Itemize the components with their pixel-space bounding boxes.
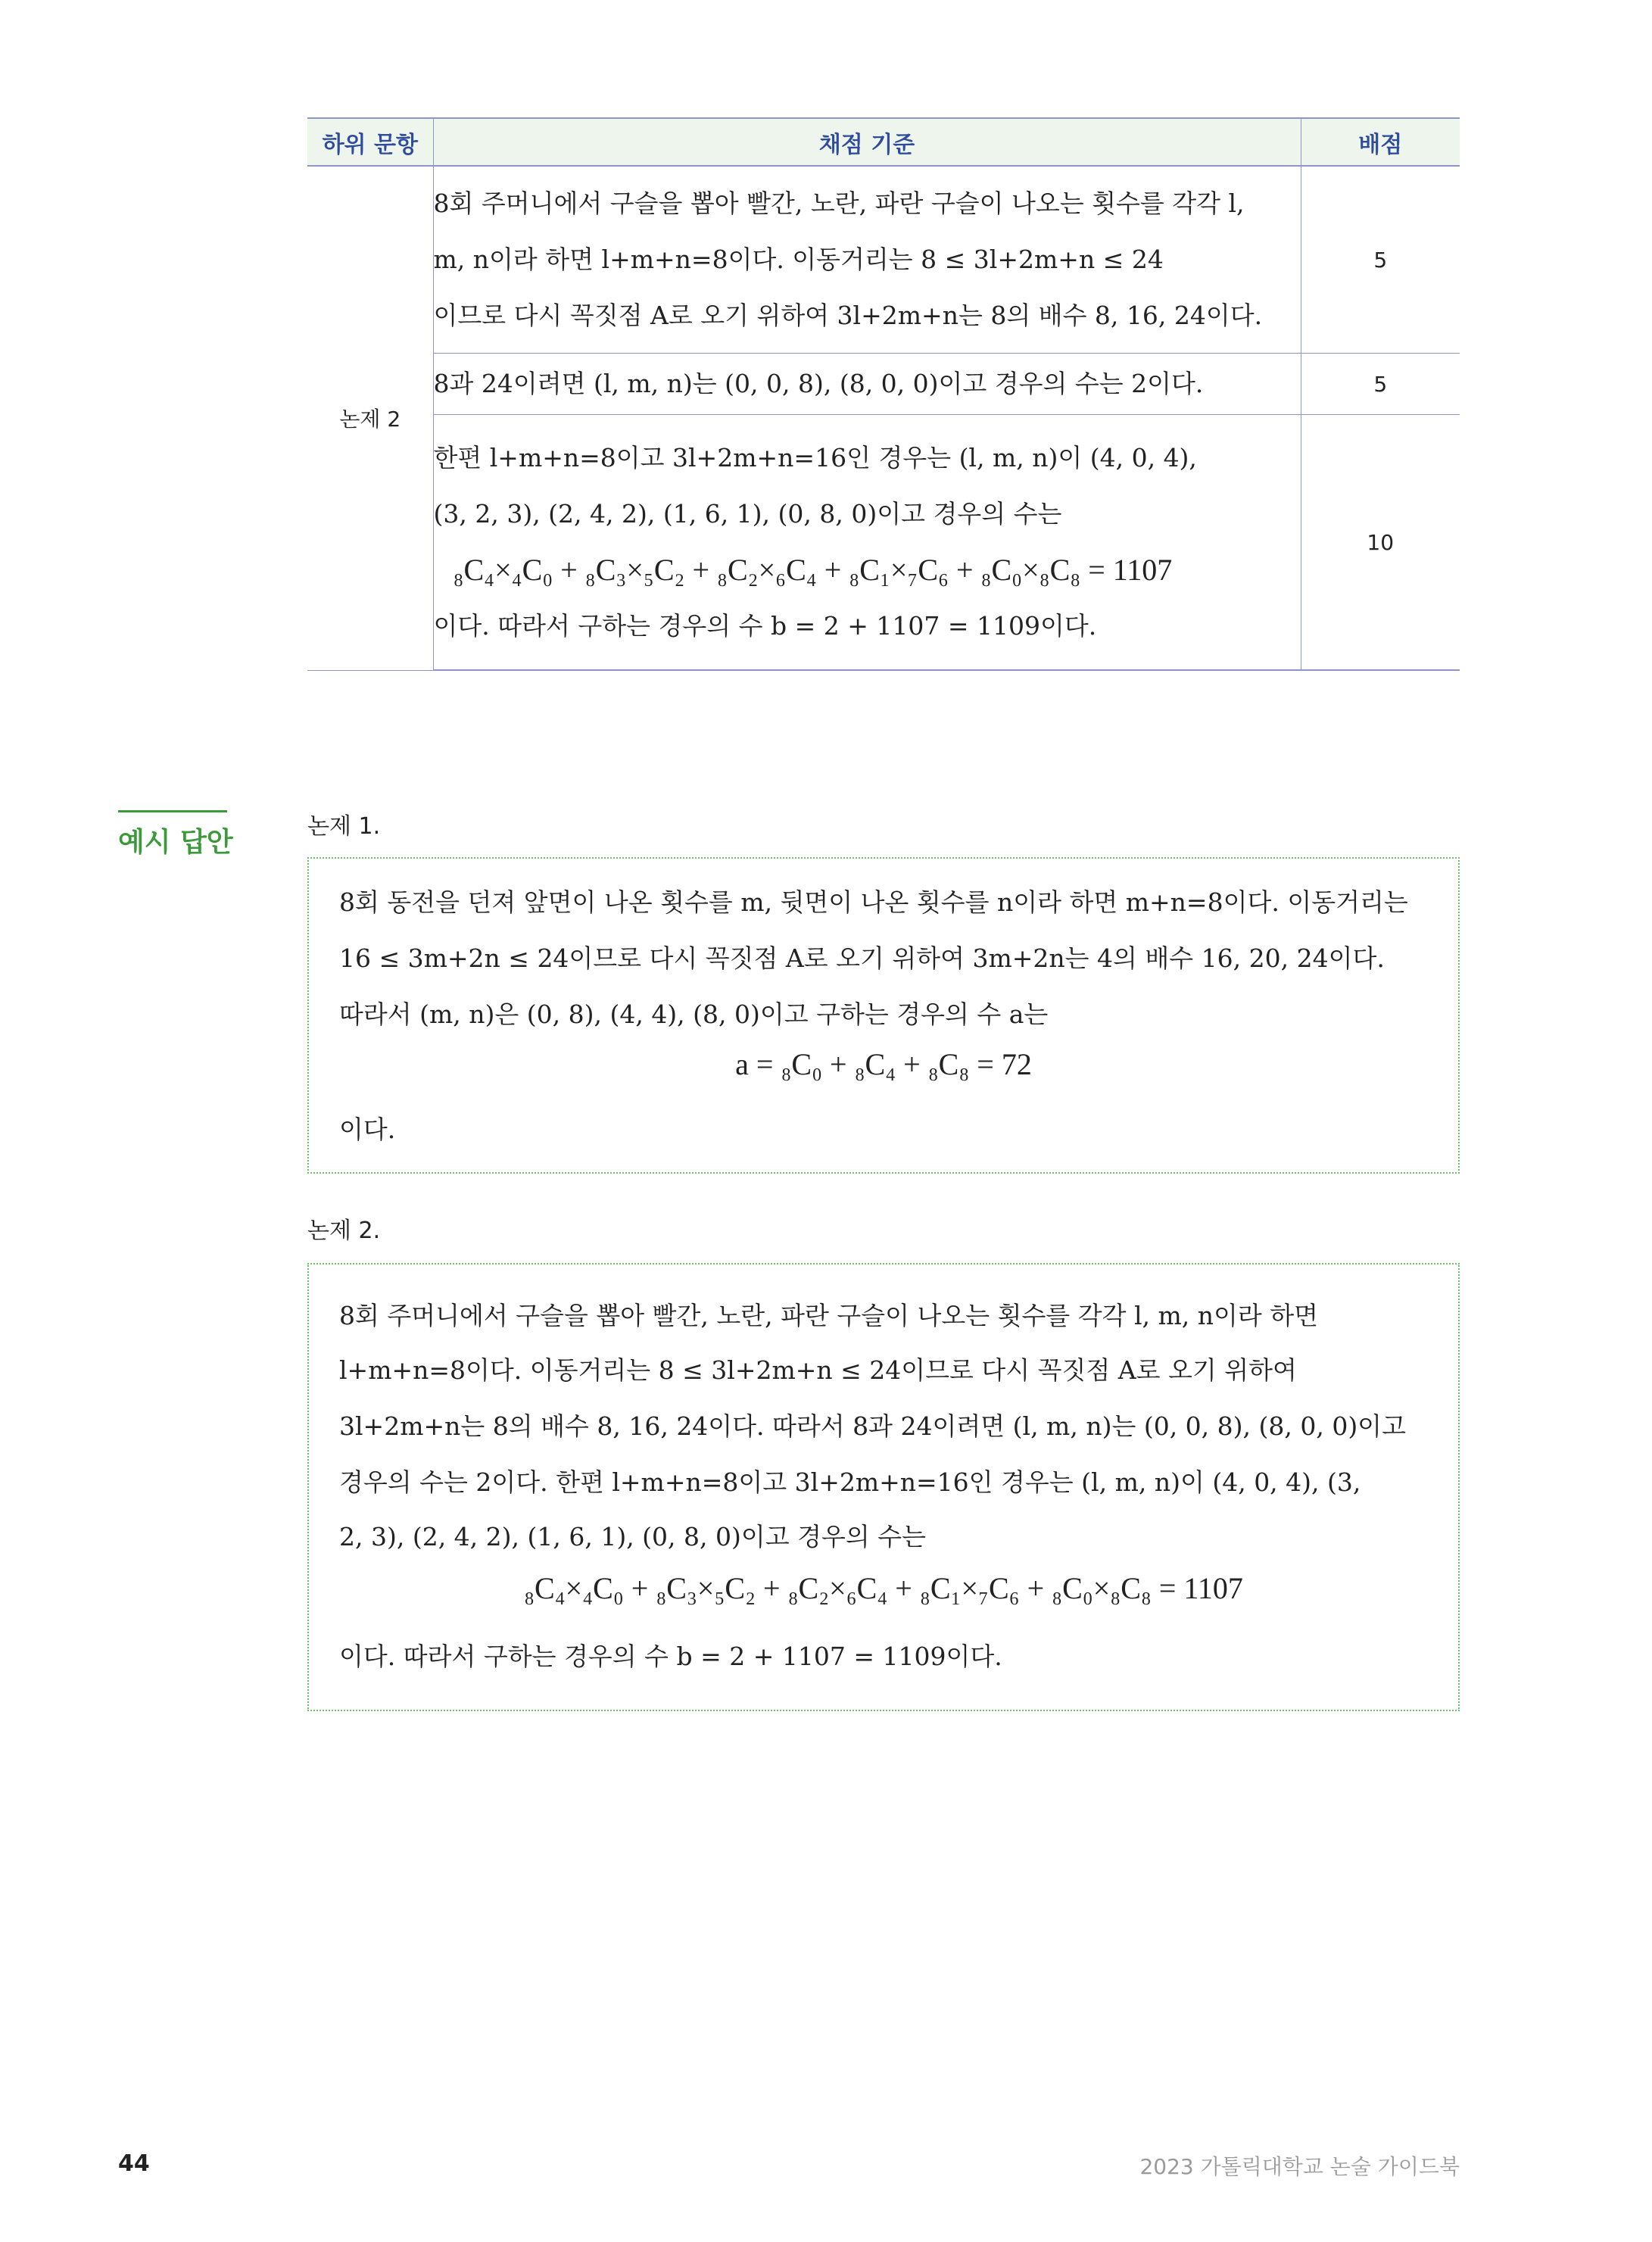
q2-title: 논제 2. <box>307 1218 381 1244</box>
header-criteria: 채점 기준 <box>433 118 1301 166</box>
q1-answer-box <box>307 857 1460 1174</box>
q2-line: 이다. 따라서 구하는 경우의 수 b = 2 + 1107 = 1109이다. <box>339 1642 1002 1671</box>
header-points: 배점 <box>1301 118 1460 166</box>
criteria-cell <box>433 415 1301 671</box>
q1-line: 16 ≤ 3m+2n ≤ 24이므로 다시 꼭짓점 A로 오기 위하여 3m+2n는 4의 배수 16, 20, 24이다. <box>339 943 1385 973</box>
criteria-cell <box>433 354 1301 415</box>
q2-line: 2, 3), (2, 4, 2), (1, 6, 1), (0, 8, 0)이고 경우의 수는 <box>339 1522 926 1551</box>
header-sub-item: 하위 문항 <box>307 118 433 166</box>
q2-line: l+m+n=8이다. 이동거리는 8 ≤ 3l+2m+n ≤ 24이므로 다시 꼭짓점 A로 오기 위하여 <box>339 1355 1297 1385</box>
example-answer-label: 예시 답안 <box>118 827 233 858</box>
points-cell: 5 <box>1301 354 1460 415</box>
criteria-line: 한편 l+m+n=8이고 3l+2m+n=16인 경우는 (l, m, n)이 (4, 0, 4), <box>433 443 1197 472</box>
criteria-line: 이다. 따라서 구하는 경우의 수 b = 2 + 1107 = 1109이다. <box>433 611 1097 641</box>
page-number: 44 <box>118 2150 150 2177</box>
criteria-formula: ₈C₄×₄C₀ + ₈C₃×₅C₂ + ₈C₂×₆C₄ + ₈C₁×₇C₆ + ₈C₀×₈C₈ = 1107 <box>453 553 1173 587</box>
table-row <box>307 354 1460 415</box>
points-cell: 10 <box>1301 415 1460 671</box>
criteria-line: m, n이라 하면 l+m+n=8이다. 이동거리는 8 ≤ 3l+2m+n ≤ 24 <box>433 245 1164 274</box>
q1-line: 8회 동전을 던져 앞면이 나온 횟수를 m, 뒷면이 나온 횟수를 n이라 하면 m+n=8이다. 이동거리는 <box>339 887 1408 917</box>
q2-answer-box <box>307 1263 1460 1711</box>
q1-formula: a = ₈C₀ + ₈C₄ + ₈C₈ = 72 <box>735 1047 1032 1081</box>
q2-line: 경우의 수는 2이다. 한편 l+m+n=8이고 3l+2m+n=16인 경우는 (l, m, n)이 (4, 0, 4), (3, <box>339 1467 1361 1497</box>
sub-item-cell: 논제 2 <box>307 166 433 670</box>
example-label-rule <box>118 810 227 812</box>
q2-line: 3l+2m+n는 8의 배수 8, 16, 24이다. 따라서 8과 24이려면 (l, m, n)는 (0, 0, 8), (8, 0, 0)이고 <box>339 1411 1406 1441</box>
criteria-line: 이므로 다시 꼭짓점 A로 오기 위하여 3l+2m+n는 8의 배수 8, 16, 24이다. <box>433 301 1263 330</box>
table-row <box>307 166 1460 354</box>
table-row <box>307 415 1460 671</box>
q2-line: 8회 주머니에서 구슬을 뽑아 빨간, 노란, 파란 구슬이 나오는 횟수를 각각 l, m, n이라 하면 <box>339 1301 1319 1330</box>
criteria-line: (3, 2, 3), (2, 4, 2), (1, 6, 1), (0, 8, 0)이고 경우의 수는 <box>433 499 1062 529</box>
q1-line: 따라서 (m, n)은 (0, 8), (4, 4), (8, 0)이고 구하는 경우의 수 a는 <box>339 999 1049 1029</box>
q2-formula: ₈C₄×₄C₀ + ₈C₃×₅C₂ + ₈C₂×₆C₄ + ₈C₁×₇C₆ + ₈C₀×₈C₈ = 1107 <box>524 1571 1243 1605</box>
criteria-line: 8회 주머니에서 구슬을 뽑아 빨간, 노란, 파란 구슬이 나오는 횟수를 각각 l, <box>433 189 1245 218</box>
q1-line: 이다. <box>339 1115 396 1144</box>
criteria-cell <box>433 166 1301 354</box>
points-cell: 5 <box>1301 166 1460 354</box>
book-title: 2023 가톨릭대학교 논술 가이드북 <box>1139 2154 1460 2179</box>
q1-title: 논제 1. <box>307 813 381 840</box>
criteria-line: 8과 24이려면 (l, m, n)는 (0, 0, 8), (8, 0, 0)이고 경우의 수는 2이다. <box>433 369 1204 398</box>
grading-criteria-table <box>307 117 1460 671</box>
table-header-row <box>307 118 1460 166</box>
